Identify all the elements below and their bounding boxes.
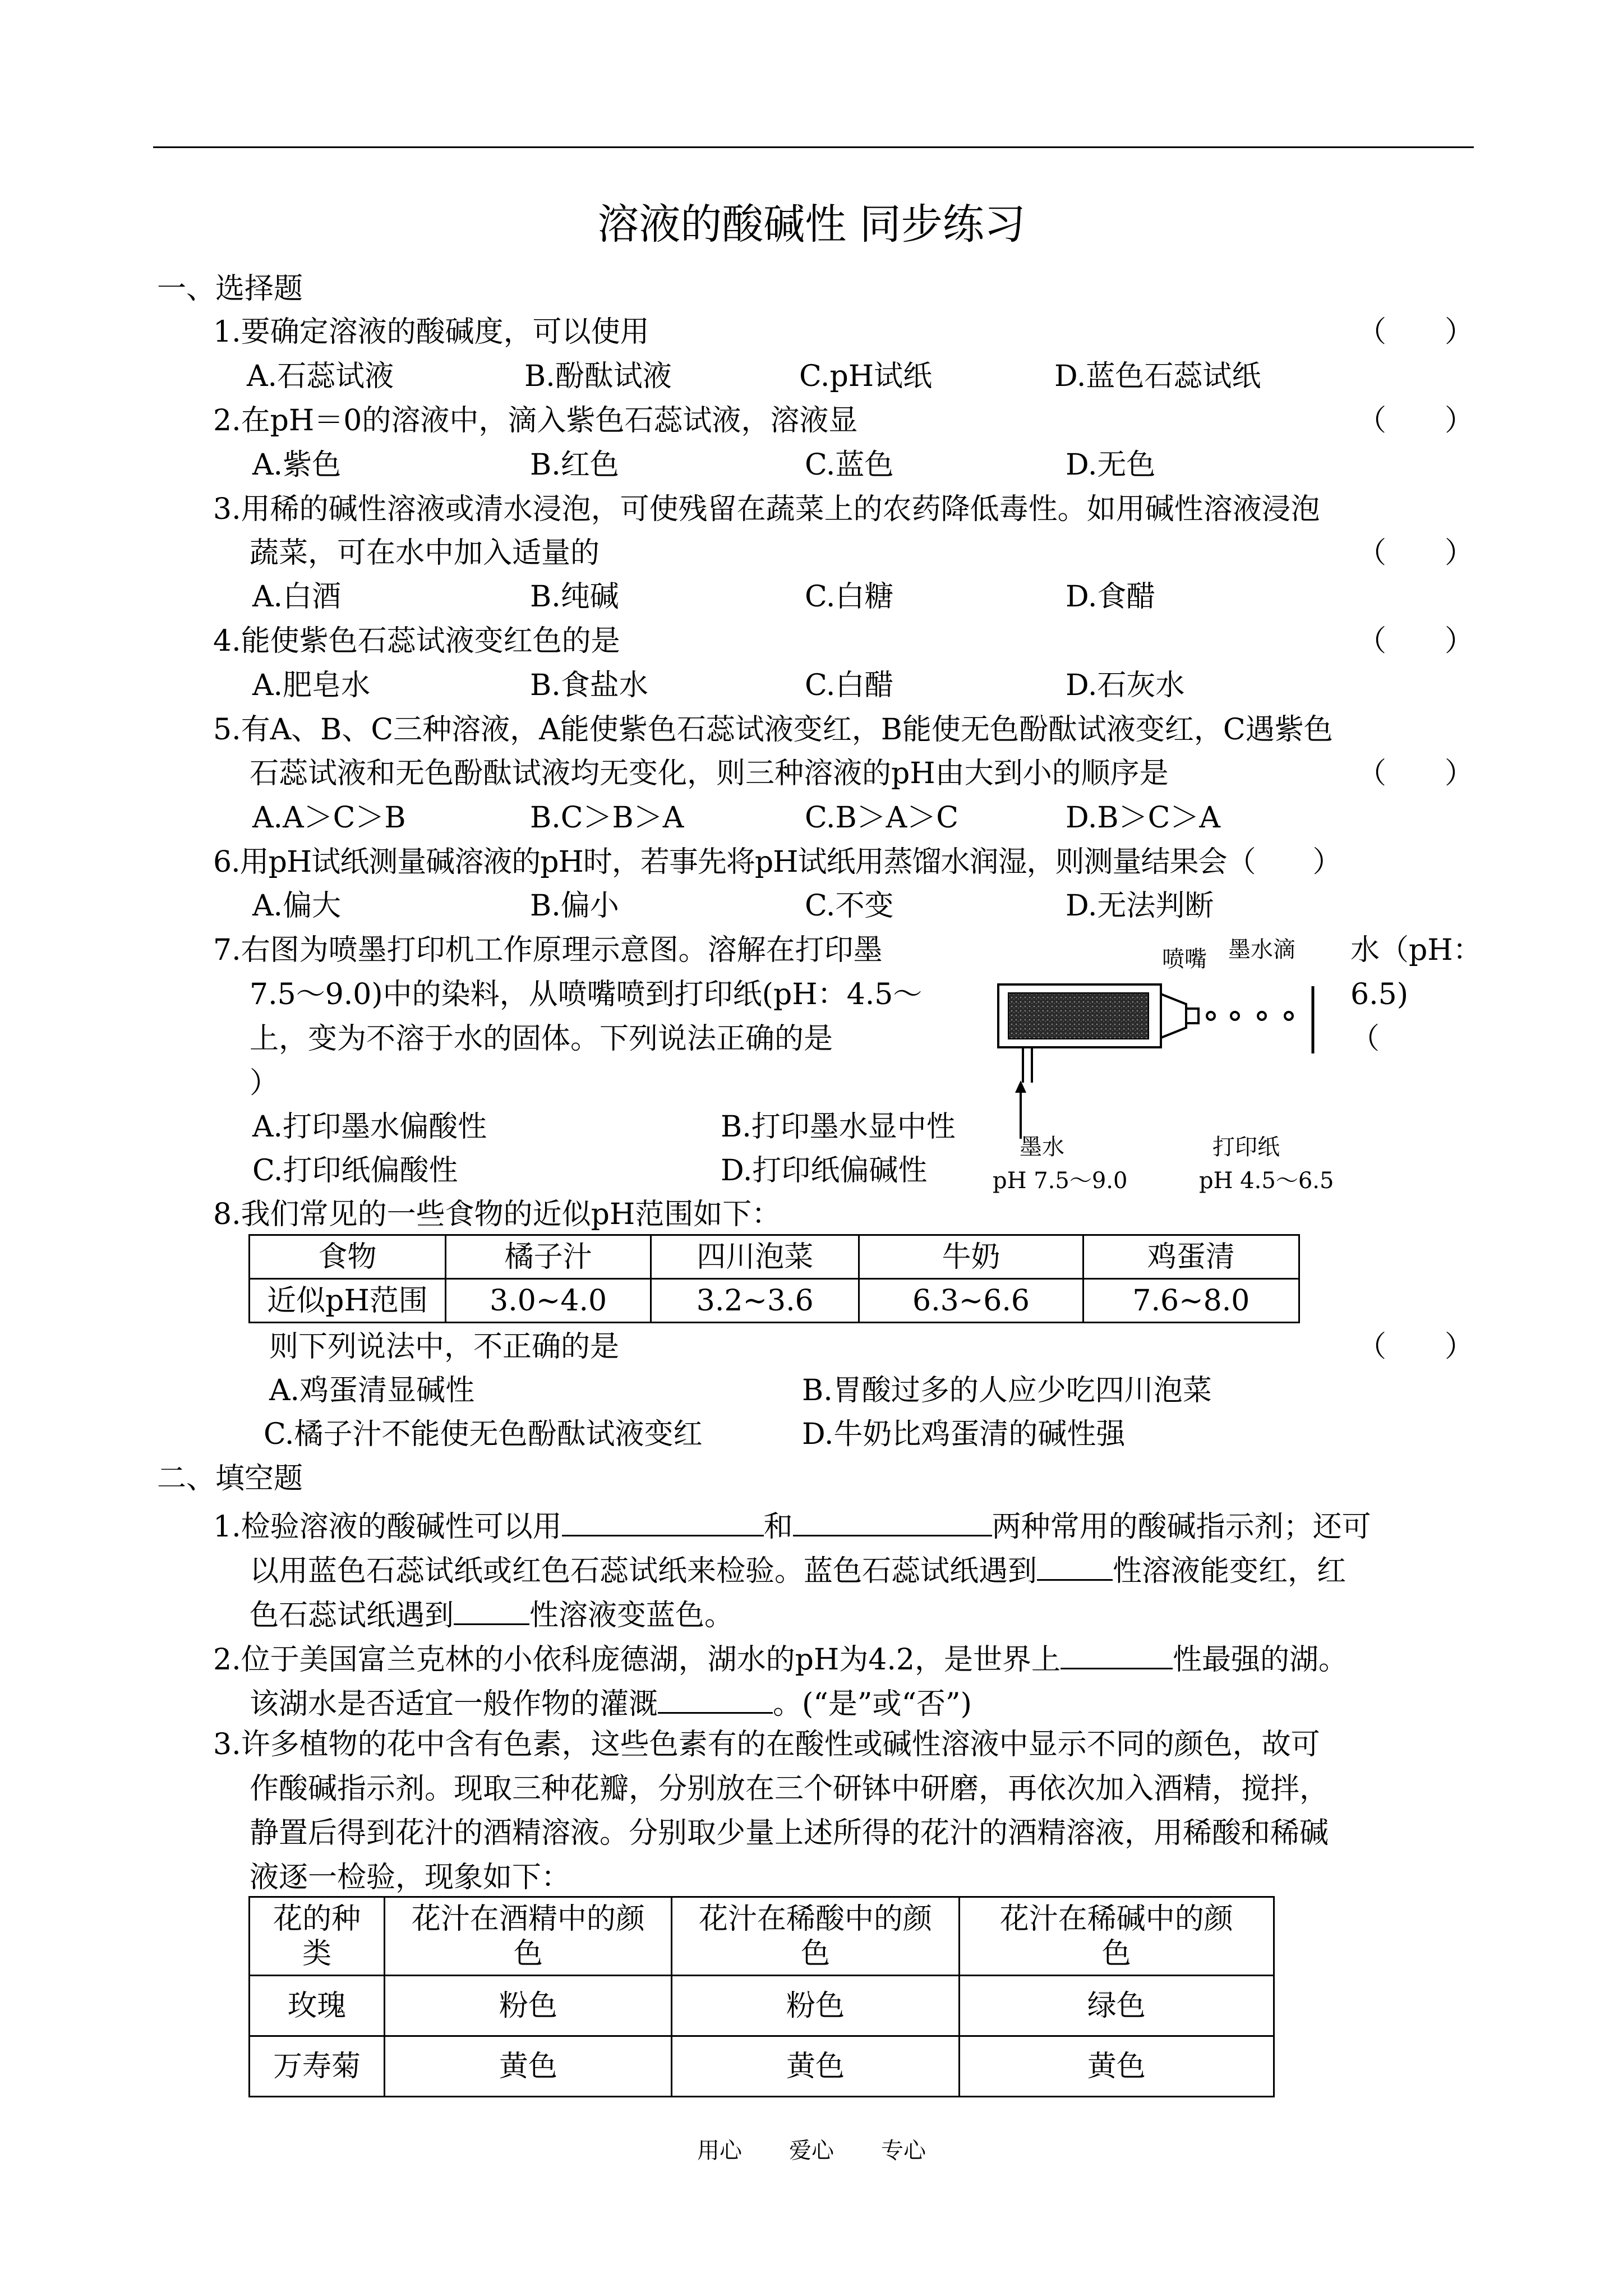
f1-text: 以用蓝色石蕊试纸或红色石蕊试纸来检验。蓝色石蕊试纸遇到 [250, 1554, 1038, 1588]
q1-option-b[interactable]: B.酚酞试液 [524, 360, 672, 393]
q8-option-b[interactable]: B.胃酸过多的人应少吃四川泡菜 [802, 1374, 1212, 1407]
f1-blank-1[interactable] [562, 1501, 764, 1536]
f1-text: 两种常用的酸碱指示剂；还可 [992, 1510, 1371, 1544]
table-header-cell: 牛奶 [859, 1235, 1083, 1279]
table-cell: 万寿菊 [250, 2036, 385, 2097]
table-header-cell: 花汁在稀酸中的颜 色 [672, 1897, 959, 1976]
q4-stem: 4.能使紫色石蕊试液变红色的是 [213, 624, 620, 658]
f1-line2 [250, 1545, 1346, 1593]
q5-stem-line2: 石蕊试液和无色酚酞试液均无变化，则三种溶液的pH由大到小的顺序是 [250, 757, 1169, 790]
table-cell: 3.2~3.6 [651, 1279, 859, 1323]
f3-line4: 液逐一检验，现象如下： [250, 1861, 571, 1894]
q3-option-d[interactable]: D.食醋 [1066, 580, 1156, 614]
table-cell: 3.0~4.0 [445, 1279, 651, 1323]
table-cell: 6.3~6.6 [859, 1279, 1083, 1323]
q7-stem-line2-tail: 6.5) [1350, 978, 1408, 1011]
ink-ph-label: pH 7.5～9.0 [993, 1168, 1128, 1194]
f3-line3: 静置后得到花汁的酒精溶液。分别取少量上述所得的花汁的酒精溶液，用稀酸和稀碱 [250, 1816, 1329, 1850]
q6-option-c[interactable]: C.不变 [805, 889, 894, 923]
q1-option-d[interactable]: D.蓝色石蕊试纸 [1054, 360, 1261, 393]
q5-option-c[interactable]: C.B＞A＞C [805, 801, 959, 835]
q2-stem: 2.在pH＝0的溶液中，滴入紫色石蕊试液，溶液显 [213, 404, 858, 438]
q8-follow-stem: 则下列说法中，不正确的是 [269, 1330, 620, 1364]
q3-option-a[interactable]: A.白酒 [252, 580, 342, 614]
f1-text: 性溶液能变红，红 [1113, 1554, 1347, 1588]
q8-answer-paren[interactable]: （ ） [1357, 1330, 1474, 1364]
f1-text: 和 [763, 1510, 793, 1544]
table-header-cell: 四川泡菜 [651, 1235, 859, 1279]
f2-text: 2.位于美国富兰克林的小依科庞德湖，湖水的pH为4.2，是世界上 [213, 1643, 1061, 1677]
ink-droplet [1231, 1012, 1239, 1020]
paper-ph-label: pH 4.5～6.5 [1199, 1168, 1334, 1194]
q2-option-d[interactable]: D.无色 [1066, 448, 1156, 482]
q7-answer-paren-close[interactable]: ） [250, 1066, 279, 1100]
table-header-cell: 花汁在酒精中的颜 色 [385, 1897, 672, 1976]
q2-option-c[interactable]: C.蓝色 [805, 448, 894, 482]
f2-blank-1[interactable] [1061, 1634, 1173, 1669]
q1-answer-paren[interactable]: （ ） [1357, 315, 1474, 349]
ink-label: 墨水 [1020, 1134, 1064, 1160]
q2-answer-paren[interactable]: （ ） [1357, 404, 1474, 438]
f2-text: 该湖水是否适宜一般作物的灌溉 [250, 1687, 658, 1721]
f2-line1 [213, 1634, 1348, 1682]
nozzle [1161, 994, 1186, 1038]
q4-answer-paren[interactable]: （ ） [1357, 624, 1474, 658]
table-cell: 玫瑰 [250, 1976, 385, 2036]
q2-option-a[interactable]: A.紫色 [252, 448, 342, 482]
table-cell: 7.6~8.0 [1083, 1279, 1299, 1323]
q5-option-d[interactable]: D.B＞C＞A [1066, 801, 1220, 835]
f2-text: 性最强的湖。 [1172, 1643, 1348, 1677]
q1-option-c[interactable]: C.pH试纸 [799, 360, 933, 393]
q3-answer-paren[interactable]: （ ） [1357, 536, 1474, 570]
q6-option-d[interactable]: D.无法判断 [1066, 889, 1214, 923]
footer-text: 专心 [881, 2138, 926, 2164]
page-title: 溶液的酸碱性 同步练习 [597, 200, 1026, 249]
table-header-cell: 花的种 类 [250, 1897, 385, 1976]
f2-line2 [250, 1678, 972, 1726]
table-cell: 绿色 [959, 1976, 1274, 2036]
footer-text: 用心 [697, 2138, 742, 2164]
flower-color-table [248, 1896, 1275, 2097]
table-cell: 黄色 [385, 2036, 672, 2097]
q1-stem: 1.要确定溶液的酸碱度，可以使用 [213, 315, 649, 349]
f1-line1 [213, 1501, 1371, 1549]
paper-label: 打印纸 [1212, 1134, 1280, 1160]
q1-option-a[interactable]: A.石蕊试液 [247, 360, 394, 393]
q7-option-a[interactable]: A.打印墨水偏酸性 [252, 1110, 487, 1144]
footer-text: 爱心 [789, 2138, 834, 2164]
table-cell: 粉色 [672, 1976, 959, 2036]
q6-option-b[interactable]: B.偏小 [530, 889, 619, 923]
q5-stem-line1: 5.有A、B、C三种溶液，A能使紫色石蕊试液变红，B能使无色酚酞试液变红，C遇紫色 [213, 713, 1333, 747]
q7-stem-line2: 7.5～9.0)中的染料，从喷嘴喷到打印纸(pH：4.5～ [250, 978, 923, 1011]
f1-text: 性溶液变蓝色。 [529, 1599, 734, 1632]
food-ph-table [248, 1234, 1300, 1323]
f2-text: 。(“是”或“否”) [773, 1687, 972, 1721]
q4-option-a[interactable]: A.肥皂水 [252, 669, 371, 702]
ink-droplet [1207, 1012, 1215, 1020]
table-cell: 近似pH范围 [250, 1279, 446, 1323]
table-header-cell: 橘子汁 [445, 1235, 651, 1279]
q3-stem-line1: 3.用稀的碱性溶液或清水浸泡，可使残留在蔬菜上的农药降低毒性。如用碱性溶液浸泡 [213, 493, 1320, 526]
q5-option-b[interactable]: B.C＞B＞A [530, 801, 684, 835]
f1-line3 [250, 1590, 734, 1637]
q8-option-d[interactable]: D.牛奶比鸡蛋清的碱性强 [802, 1418, 1126, 1451]
header-rule [153, 146, 1474, 148]
q3-option-c[interactable]: C.白糖 [805, 580, 894, 614]
q8-option-a[interactable]: A.鸡蛋清显碱性 [269, 1374, 475, 1407]
section-heading-choice: 一、选择题 [157, 272, 303, 306]
q5-option-a[interactable]: A.A＞C＞B [252, 801, 406, 835]
q7-stem-line1: 7.右图为喷墨打印机工作原理示意图。溶解在打印墨 [213, 933, 883, 967]
q7-option-c[interactable]: C.打印纸偏酸性 [252, 1154, 458, 1188]
q6-stem: 6.用pH试纸测量碱溶液的pH时，若事先将pH试纸用蒸馏水润湿，则测量结果会（ ） [213, 845, 1341, 879]
ink-droplet [1258, 1012, 1266, 1020]
q7-option-d[interactable]: D.打印纸偏碱性 [721, 1154, 928, 1188]
page-footer [0, 2129, 1623, 2173]
inkjet-printer-figure [993, 920, 1352, 1212]
f1-text: 色石蕊试纸遇到 [250, 1599, 454, 1632]
q3-stem-line2: 蔬菜，可在水中加入适量的 [250, 536, 600, 570]
droplet-label: 墨水滴 [1228, 937, 1295, 963]
nozzle-label: 喷嘴 [1162, 946, 1207, 972]
q4-option-d[interactable]: D.石灰水 [1066, 669, 1185, 702]
q7-option-b[interactable]: B.打印墨水显中性 [721, 1110, 956, 1144]
f1-blank-3[interactable] [1037, 1545, 1113, 1581]
f1-blank-4[interactable] [454, 1590, 529, 1625]
f3-line1: 3.许多植物的花中含有色素，这些色素有的在酸性或碱性溶液中显示不同的颜色，故可 [213, 1728, 1320, 1761]
section-heading-fill: 二、填空题 [157, 1462, 303, 1496]
q7-stem-line3: 上，变为不溶于水的固体。下列说法正确的是 [250, 1022, 833, 1056]
q2-option-b[interactable]: B.红色 [530, 448, 619, 482]
q7-answer-paren-open[interactable]: （ [1350, 1022, 1380, 1056]
q6-option-a[interactable]: A.偏大 [252, 889, 342, 923]
ink-droplet [1285, 1012, 1293, 1020]
table-header-cell: 鸡蛋清 [1083, 1235, 1299, 1279]
q8-stem: 8.我们常见的一些食物的近似pH范围如下： [213, 1198, 781, 1231]
q4-option-b[interactable]: B.食盐水 [530, 669, 648, 702]
ink-reservoir [1008, 993, 1149, 1039]
table-cell: 黄色 [959, 2036, 1274, 2097]
table-header-cell: 食物 [250, 1235, 446, 1279]
f1-blank-2[interactable] [793, 1501, 992, 1536]
f3-line2: 作酸碱指示剂。现取三种花瓣，分别放在三个研钵中研磨，再依次加入酒精，搅拌， [250, 1772, 1329, 1806]
q3-option-b[interactable]: B.纯碱 [530, 580, 619, 614]
q5-answer-paren[interactable]: （ ） [1357, 757, 1474, 790]
table-cell: 粉色 [385, 1976, 672, 2036]
q7-stem-line1-tail: 水（pH： [1350, 933, 1482, 967]
f2-blank-2[interactable] [658, 1678, 773, 1714]
table-header-cell: 花汁在稀碱中的颜 色 [959, 1897, 1274, 1976]
f1-text: 1.检验溶液的酸碱性可以用 [213, 1510, 562, 1544]
q8-option-c[interactable]: C.橘子汁不能使无色酚酞试液变红 [264, 1418, 703, 1451]
q4-option-c[interactable]: C.白醋 [805, 669, 894, 702]
table-cell: 黄色 [672, 2036, 959, 2097]
